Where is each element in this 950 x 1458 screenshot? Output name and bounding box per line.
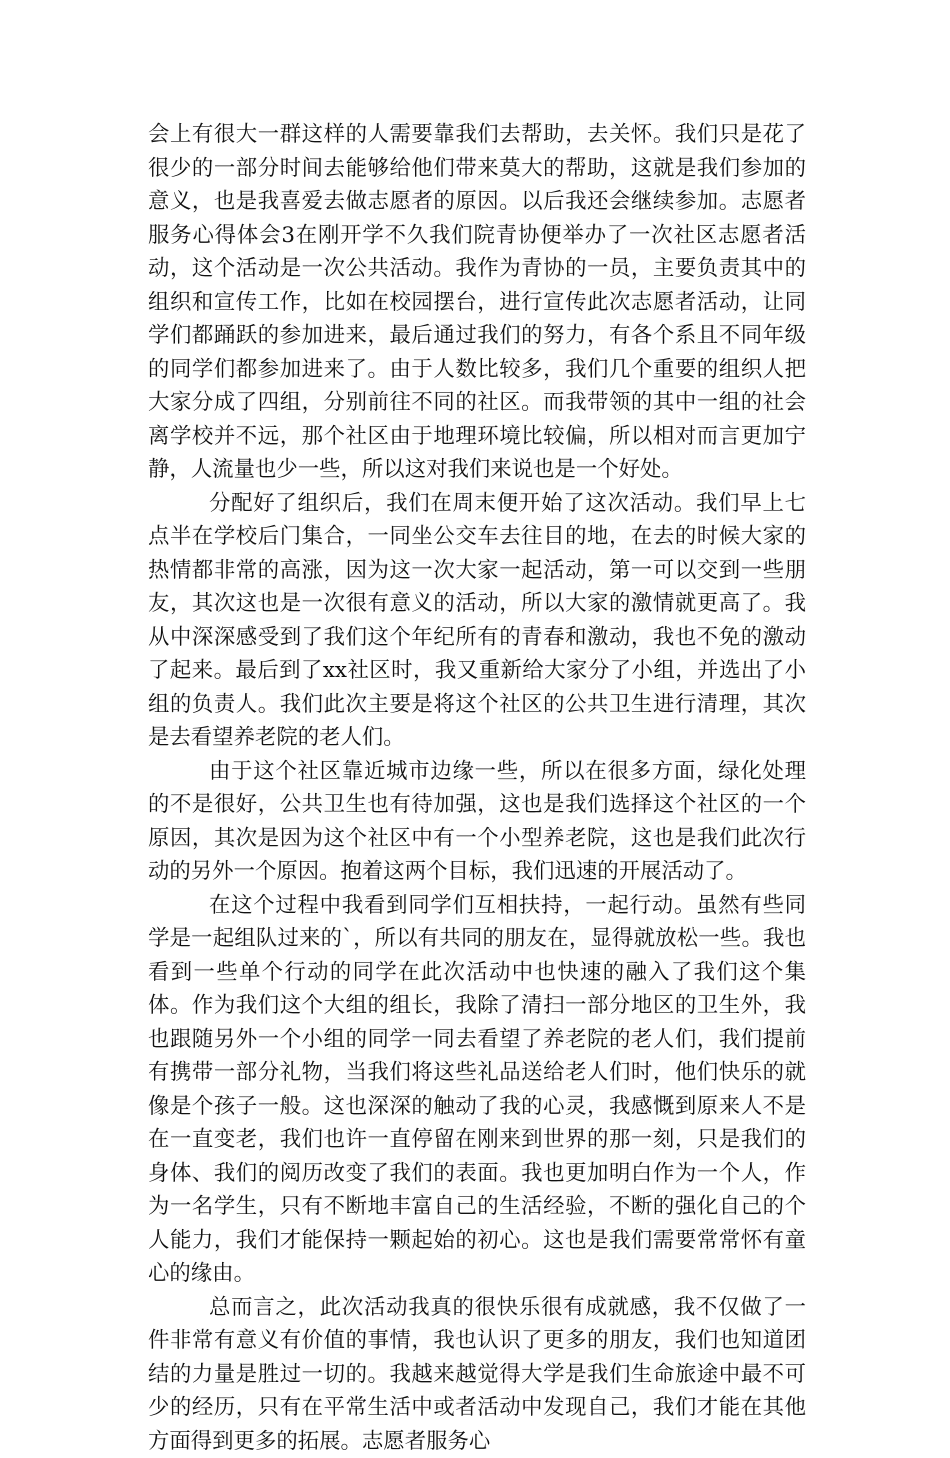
paragraph-2: 分配好了组织后，我们在周末便开始了这次活动。我们早上七点半在学校后门集合，一同坐公交车去往目的地，在去的时候大家的热情都非常的高涨，因为这一次大家一起活动，第一可以交到一些朋友，其次这也是一次很有意义的活动，所以大家的激情就更高了。我从中深深感受到了我们这个年纪所有的青春和激动，我也不免的激动了起来。最后到了xx社区时，我又重新给大家分了小组，并选出了小组的负责人。我们此次主要是将这个社区的公共卫生进行清理，其次是去看望养老院的老人们。 bbox=[148, 487, 806, 755]
paragraph-1: 会上有很大一群这样的人需要靠我们去帮助，去关怀。我们只是花了很少的一部分时间去能够给他们带来莫大的帮助，这就是我们参加的意义，也是我喜爱去做志愿者的原因。以后我还会继续参加。志愿者服务心得体会3在刚开学不久我们院青协便举办了一次社区志愿者活动，这个活动是一次公共活动。我作为青协的一员，主要负责其中的组织和宣传工作，比如在校园摆台，进行宣传此次志愿者活动，让同学们都踊跃的参加进来，最后通过我们的努力，有各个系且不同年级的同学们都参加进来了。由于人数比较多，我们几个重要的组织人把大家分成了四组，分别前往不同的社区。而我带领的其中一组的社会离学校并不远，那个社区由于地理环境比较偏，所以相对而言更加宁静，人流量也少一些，所以这对我们来说也是一个好处。 bbox=[148, 118, 806, 487]
paragraph-5: 总而言之，此次活动我真的很快乐很有成就感，我不仅做了一件非常有意义有价值的事情，我也认识了更多的朋友，我们也知道团结的力量是胜过一切的。我越来越觉得大学是我们生命旅途中最不可少的经历，只有在平常生活中或者活动中发现自己，我们才能在其他方面得到更多的拓展。志愿者服务心 bbox=[148, 1291, 806, 1458]
document-body bbox=[148, 118, 806, 1458]
paragraph-3: 由于这个社区靠近城市边缘一些，所以在很多方面，绿化处理的不是很好，公共卫生也有待加强，这也是我们选择这个社区的一个原因，其次是因为这个社区中有一个小型养老院，这也是我们此次行动的另外一个原因。抱着这两个目标，我们迅速的开展活动了。 bbox=[148, 755, 806, 889]
paragraph-4: 在这个过程中我看到同学们互相扶持，一起行动。虽然有些同学是一起组队过来的`，所以有共同的朋友在，显得就放松一些。我也看到一些单个行动的同学在此次活动中也快速的融入了我们这个集体。作为我们这个大组的组长，我除了清扫一部分地区的卫生外，我也跟随另外一个小组的同学一同去看望了养老院的老人们，我们提前有携带一部分礼物，当我们将这些礼品送给老人们时，他们快乐的就像是个孩子一般。这也深深的触动了我的心灵，我感慨到原来人不是在一直变老，我们也许一直停留在刚来到世界的那一刻，只是我们的身体、我们的阅历改变了我们的表面。我也更加明白作为一个人，作为一名学生，只有不断地丰富自己的生活经验，不断的强化自己的个人能力，我们才能保持一颗起始的初心。这也是我们需要常常怀有童心的缘由。 bbox=[148, 889, 806, 1291]
